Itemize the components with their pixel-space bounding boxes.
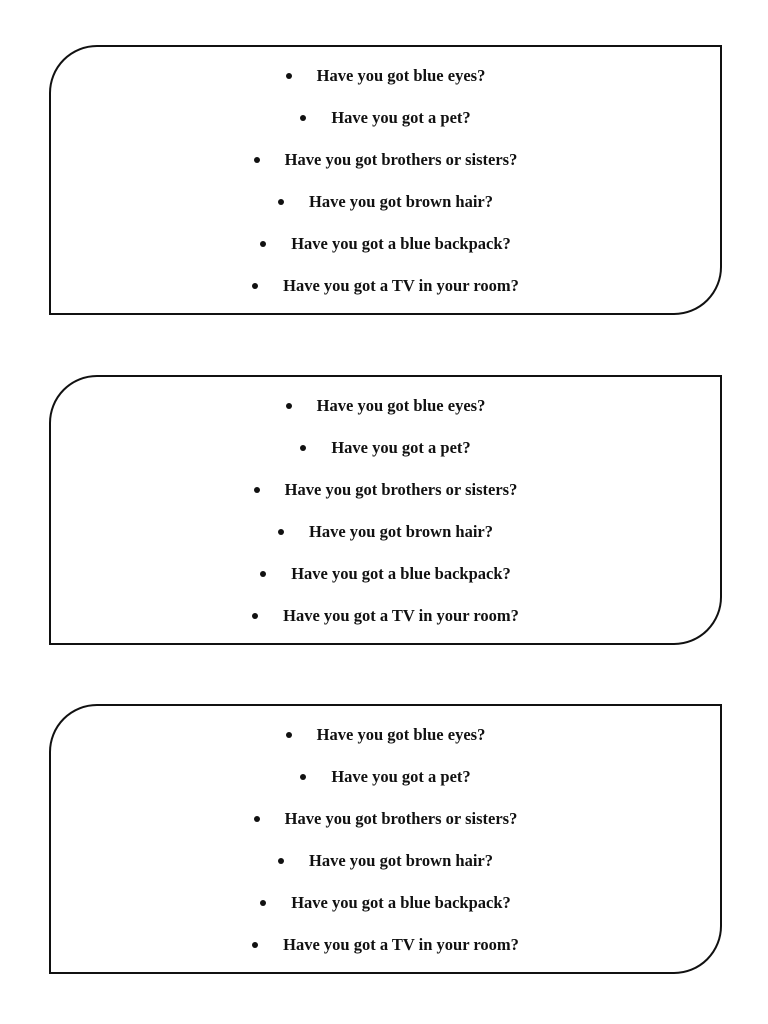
question-item [51, 934, 720, 976]
question-text: Have you got a pet? [331, 108, 471, 127]
bullet-icon [278, 199, 284, 205]
question-item [51, 724, 720, 766]
question-item [51, 892, 720, 934]
question-item [51, 479, 720, 521]
question-card-1 [49, 45, 722, 315]
bullet-icon [300, 115, 306, 121]
question-item [51, 191, 720, 233]
question-item [51, 850, 720, 892]
question-text: Have you got a TV in your room? [283, 276, 519, 295]
question-text: Have you got a blue backpack? [291, 893, 511, 912]
question-text: Have you got a TV in your room? [283, 606, 519, 625]
bullet-icon [260, 900, 266, 906]
question-text: Have you got brown hair? [309, 522, 493, 541]
bullet-icon [286, 73, 292, 79]
question-card-2 [49, 375, 722, 645]
question-item [51, 149, 720, 191]
question-list [51, 395, 720, 647]
bullet-icon [254, 816, 260, 822]
question-item [51, 233, 720, 275]
question-text: Have you got a blue backpack? [291, 234, 511, 253]
question-text: Have you got brown hair? [309, 851, 493, 870]
question-text: Have you got blue eyes? [316, 725, 486, 744]
question-item [51, 395, 720, 437]
question-text: Have you got brothers or sisters? [284, 150, 518, 169]
question-list [51, 724, 720, 976]
question-text: Have you got a TV in your room? [283, 935, 519, 954]
bullet-icon [286, 732, 292, 738]
question-text: Have you got a pet? [331, 438, 471, 457]
question-text: Have you got blue eyes? [316, 396, 486, 415]
question-item [51, 766, 720, 808]
bullet-icon [254, 157, 260, 163]
bullet-icon [260, 571, 266, 577]
bullet-icon [300, 774, 306, 780]
question-text: Have you got brothers or sisters? [284, 809, 518, 828]
bullet-icon [252, 942, 258, 948]
bullet-icon [254, 487, 260, 493]
question-text: Have you got brothers or sisters? [284, 480, 518, 499]
bullet-icon [286, 403, 292, 409]
question-item [51, 808, 720, 850]
question-text: Have you got blue eyes? [316, 66, 486, 85]
question-item [51, 563, 720, 605]
question-item [51, 107, 720, 149]
question-item [51, 437, 720, 479]
question-item [51, 275, 720, 317]
question-text: Have you got a blue backpack? [291, 564, 511, 583]
question-card-3 [49, 704, 722, 974]
question-item [51, 605, 720, 647]
bullet-icon [278, 529, 284, 535]
question-text: Have you got a pet? [331, 767, 471, 786]
question-item [51, 521, 720, 563]
bullet-icon [252, 283, 258, 289]
bullet-icon [260, 241, 266, 247]
question-item [51, 65, 720, 107]
bullet-icon [278, 858, 284, 864]
bullet-icon [300, 445, 306, 451]
question-list [51, 65, 720, 317]
bullet-icon [252, 613, 258, 619]
question-text: Have you got brown hair? [309, 192, 493, 211]
